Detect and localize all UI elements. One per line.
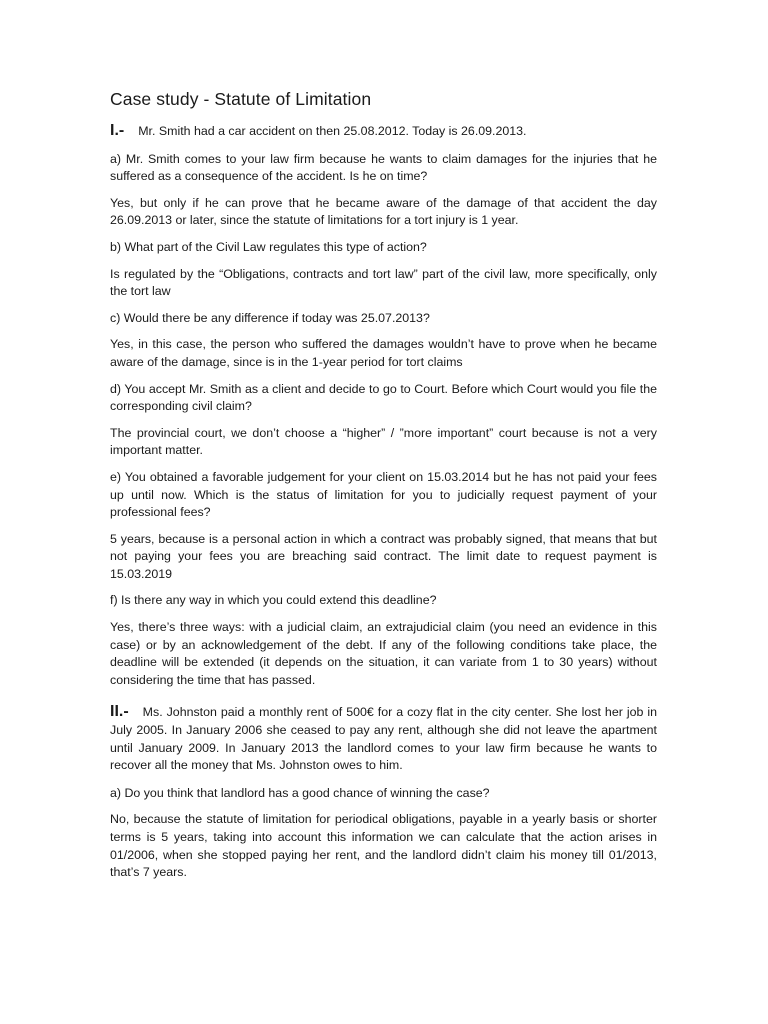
section-1-numeral: I.- <box>110 122 125 139</box>
answer-c: Yes, in this case, the person who suffered the damages wouldn’t have to prove when he became aware of the damage, since is in the 1-year period for tort claims <box>110 337 657 369</box>
section-1 <box>110 122 657 689</box>
section-2-intro-text: Ms. Johnston paid a monthly rent of 500€ for a cozy flat in the city center. She lost her job in July 2005. In January 2006 she ceased to pay any rent, although she did not leave the apartment until January 2009. In January 2013 the landlord comes to your law firm because he wants to recover all the money that Ms. Johnston owes to him. <box>110 705 657 773</box>
question-c: c) Would there be any difference if today was 25.07.2013? <box>110 310 430 325</box>
question-a: a) Mr. Smith comes to your law firm because he wants to claim damages for the injuries that he suffered as a consequence of the accident. Is he on time? <box>110 151 657 184</box>
document-page <box>110 88 657 891</box>
answer-d: The provincial court, we don’t choose a “higher” / ”more important” court because is not a very important matter. <box>110 425 657 458</box>
section-2-answer-a: No, because the statute of limitation for periodical obligations, payable in a yearly basis or shorter terms is 5 years, taking into account this information we can calculate that the action arises in 01/2006, when she stopped paying her rent, and the landlord didn’t claim his money till 01/2013, that’s 7 years. <box>110 812 657 880</box>
section-2-intro <box>110 703 657 774</box>
section-2-question-a: a) Do you think that landlord has a good chance of winning the case? <box>110 785 490 800</box>
section-1-intro <box>110 122 657 141</box>
answer-e: 5 years, because is a personal action in which a contract was probably signed, that means that but not paying your fees you are breaching said contract. The limit date to request payment is 15.03.2019 <box>110 531 657 581</box>
section-1-intro-text: Mr. Smith had a car accident on then 25.08.2012. Today is 26.09.2013. <box>138 124 527 138</box>
question-d: d) You accept Mr. Smith as a client and decide to go to Court. Before which Court would you file the corresponding civil claim? <box>110 381 657 414</box>
section-2 <box>110 703 657 881</box>
document-title: Case study - Statute of Limitation <box>110 89 372 109</box>
question-f: f) Is there any way in which you could extend this deadline? <box>110 593 437 608</box>
question-e: e) You obtained a favorable judgement for your client on 15.03.2014 but he has not paid your fees up until now. Which is the status of limitation for you to judicially request payment of your professional fees? <box>110 469 657 520</box>
question-b: b) What part of the Civil Law regulates this type of action? <box>110 239 427 254</box>
answer-b: Is regulated by the “Obligations, contracts and tort law” part of the civil law, more specifically, only the tort law <box>110 266 657 299</box>
answer-a: Yes, but only if he can prove that he became aware of the damage of that accident the day 26.09.2013 or later, since the statute of limitations for a tort injury is 1 year. <box>110 195 657 228</box>
answer-f: Yes, there’s three ways: with a judicial claim, an extrajudicial claim (you need an evidence in this case) or by an acknowledgement of the debt. If any of the following conditions take place, the deadline will be extended (it depends on the situation, it can variate from 1 to 30 years) without considering the time that has passed. <box>110 620 657 687</box>
section-2-numeral: II.- <box>110 703 129 721</box>
